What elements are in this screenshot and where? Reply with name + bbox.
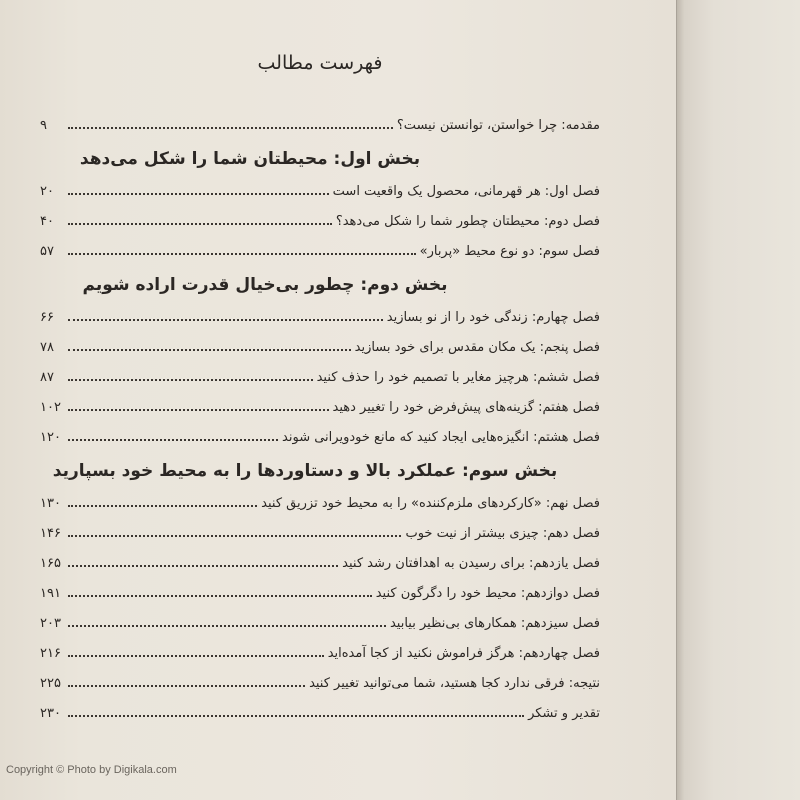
dot-leader bbox=[68, 529, 401, 537]
toc-label: فصل اول: هر قهرمانی، محصول یک واقعیت است bbox=[332, 184, 600, 199]
toc-row-acknowledgements bbox=[40, 700, 600, 730]
dot-leader bbox=[68, 403, 329, 411]
dot-leader bbox=[68, 589, 372, 597]
dot-leader bbox=[68, 373, 313, 381]
toc-row bbox=[40, 364, 600, 394]
toc-row-intro bbox=[40, 112, 600, 142]
toc-page-number: ۲۰ bbox=[40, 184, 54, 199]
toc-label: فصل دهم: چیزی بیشتر از نیت خوب bbox=[405, 526, 600, 541]
toc-page-number: ۵۷ bbox=[40, 244, 54, 259]
toc-page-number: ۱۰۲ bbox=[40, 400, 61, 415]
toc-row bbox=[40, 178, 600, 208]
toc-page-number: ۱۲۰ bbox=[40, 430, 61, 445]
toc-page-number: ۹ bbox=[40, 118, 47, 133]
dot-leader bbox=[68, 679, 305, 687]
toc-row bbox=[40, 640, 600, 670]
dot-leader bbox=[68, 313, 383, 321]
toc-page-number: ۴۰ bbox=[40, 214, 54, 229]
toc-row bbox=[40, 208, 600, 238]
toc-label: تقدیر و تشکر bbox=[528, 706, 600, 721]
toc-label: فصل سیزدهم: همکارهای بی‌نظیر بیابید bbox=[389, 616, 600, 631]
toc-row bbox=[40, 424, 600, 454]
toc-page-number: ۱۹۱ bbox=[40, 586, 61, 601]
dot-leader bbox=[68, 709, 524, 717]
toc-label: فصل هشتم: انگیزه‌هایی ایجاد کنید که مانع خودویرانی شوند bbox=[282, 430, 600, 445]
toc-page-number: ۸۷ bbox=[40, 370, 54, 385]
toc-page-number: ۶۶ bbox=[40, 310, 54, 325]
toc-label: فصل دوازدهم: محیط خود را دگرگون کنید bbox=[375, 586, 600, 601]
table-of-contents bbox=[40, 112, 600, 730]
toc-row bbox=[40, 238, 600, 268]
toc-page-number: ۱۳۰ bbox=[40, 496, 61, 511]
toc-label: نتیجه: فرقی ندارد کجا هستید، شما می‌توانید تغییر کنید bbox=[309, 676, 600, 691]
toc-row bbox=[40, 334, 600, 364]
toc-row bbox=[40, 304, 600, 334]
toc-page-number: ۲۳۰ bbox=[40, 706, 61, 721]
dot-leader bbox=[68, 121, 393, 129]
section-heading-3: بخش سوم: عملکرد بالا و دستاوردها را به محیط خود بسپارید bbox=[52, 461, 558, 481]
toc-row bbox=[40, 580, 600, 610]
dot-leader bbox=[68, 649, 324, 657]
dot-leader bbox=[68, 619, 386, 627]
toc-page-number: ۱۶۵ bbox=[40, 556, 61, 571]
page-title: فهرست مطالب bbox=[257, 52, 383, 74]
dot-leader bbox=[68, 247, 416, 255]
toc-label: فصل چهارم: زندگی خود را از نو بسازید bbox=[386, 310, 600, 325]
toc-label: فصل یازدهم: برای رسیدن به اهدافتان رشد کنید bbox=[342, 556, 600, 571]
toc-label: فصل چهاردهم: هرگز فراموش نکنید از کجا آمده‌اید bbox=[327, 646, 600, 661]
toc-page-number: ۲۰۳ bbox=[40, 616, 61, 631]
toc-page-number: ۲۲۵ bbox=[40, 676, 61, 691]
dot-leader bbox=[68, 433, 278, 441]
section-heading-1: بخش اول: محیطتان شما را شکل می‌دهد bbox=[79, 149, 421, 169]
toc-label: فصل دوم: محیطتان چطور شما را شکل می‌دهد؟ bbox=[335, 214, 600, 229]
right-book-page bbox=[676, 0, 800, 800]
toc-row bbox=[40, 394, 600, 424]
toc-page-number: ۱۴۶ bbox=[40, 526, 61, 541]
toc-label: فصل پنجم: یک مکان مقدس برای خود بسازید bbox=[354, 340, 600, 355]
toc-label: فصل هفتم: گزینه‌های پیش‌فرض خود را تغییر دهید bbox=[332, 400, 600, 415]
toc-row-conclusion bbox=[40, 670, 600, 700]
toc-row bbox=[40, 520, 600, 550]
dot-leader bbox=[68, 217, 332, 225]
section-heading-2: بخش دوم: چطور بی‌خیال قدرت اراده شویم bbox=[82, 275, 448, 295]
toc-label: فصل ششم: هرچیز مغایر با تصمیم خود را حذف کنید bbox=[316, 370, 600, 385]
toc-row bbox=[40, 550, 600, 580]
toc-row bbox=[40, 490, 600, 520]
toc-page-number: ۷۸ bbox=[40, 340, 54, 355]
copyright-watermark: Copyright © Photo by Digikala.com bbox=[6, 764, 177, 776]
toc-row bbox=[40, 610, 600, 640]
dot-leader bbox=[68, 187, 329, 195]
dot-leader bbox=[68, 559, 338, 567]
toc-label: فصل سوم: دو نوع محیط «پربار» bbox=[419, 244, 600, 259]
dot-leader bbox=[68, 343, 351, 351]
toc-label: مقدمه: چرا خواستن، توانستن نیست؟ bbox=[396, 118, 600, 133]
toc-page-number: ۲۱۶ bbox=[40, 646, 61, 661]
dot-leader bbox=[68, 499, 257, 507]
toc-label: فصل نهم: «کارکردهای ملزم‌کننده» را به محیط خود تزریق کنید bbox=[261, 496, 600, 511]
